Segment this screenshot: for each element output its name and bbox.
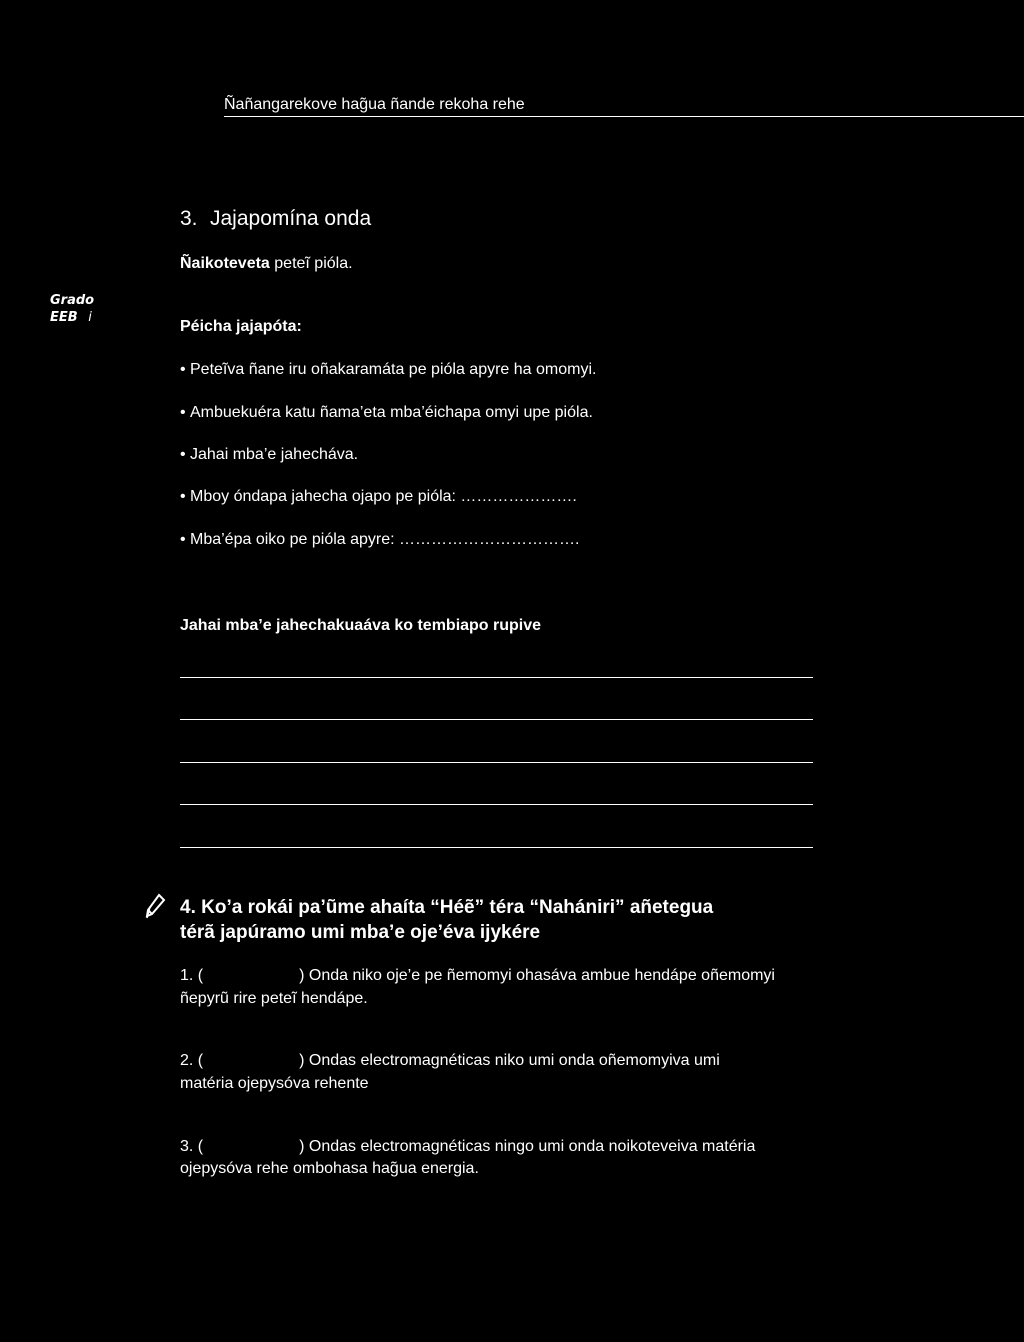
item-text: Ondas electromagnéticas niko umi onda oñemomyiva umi xyxy=(308,1052,720,1069)
page-header-title: Ñañangarekove hag̃ua ñande rekoha rehe xyxy=(224,96,525,113)
step-text: Mboy óndapa jahecha ojapo pe pióla: …………………. xyxy=(190,488,577,505)
write-prompt: Jahai mba’e jahechakuaáva ko tembiapo rupive xyxy=(180,617,542,634)
bullet-icon: • xyxy=(180,446,186,463)
step-item xyxy=(180,488,577,506)
true-false-item xyxy=(180,967,775,985)
item-close-paren: ) xyxy=(299,967,305,984)
step-item xyxy=(180,531,579,549)
bullet-icon: • xyxy=(180,404,186,421)
section-3-title xyxy=(180,207,371,231)
writing-line[interactable] xyxy=(180,719,813,720)
item-text-continued: matéria ojepysóva rehente xyxy=(180,1075,369,1092)
bullet-icon: • xyxy=(180,361,186,378)
materials-bold: Ñaikoteveta xyxy=(180,255,270,272)
step-text: Peteĩva ñane iru oñakaramáta pe pióla apyre ha omomyi. xyxy=(190,361,597,378)
side-label-mark: i xyxy=(88,310,92,325)
item-number: 3. ( xyxy=(180,1138,204,1155)
item-text-continued: ojepysóva rehe ombohasa hag̃ua energia. xyxy=(180,1160,479,1177)
item-text-continued: ñepyrũ rire peteĩ hendápe. xyxy=(180,990,368,1007)
item-close-paren: ) xyxy=(299,1052,305,1069)
steps-heading: Péicha jajapóta: xyxy=(180,318,302,335)
step-text: Mba’épa oiko pe pióla apyre: ……………………………. xyxy=(190,531,580,548)
item-text: Ondas electromagnéticas ningo umi onda noikoteveiva matéria xyxy=(308,1138,756,1155)
writing-line[interactable] xyxy=(180,762,813,763)
bullet-icon: • xyxy=(180,488,186,505)
writing-line[interactable] xyxy=(180,847,813,848)
side-label-eeb: EEB xyxy=(50,310,78,325)
section-4-title-line2: térã japúramo umi mba’e oje’éva ijykére xyxy=(180,922,541,943)
item-text: Onda niko oje’e pe ñemomyi ohasáva ambue hendápe oñemomyi xyxy=(308,967,775,984)
header-rule xyxy=(224,116,1024,117)
side-label-level xyxy=(50,310,92,325)
step-text: Jahai mba’e jahecháva. xyxy=(190,446,359,463)
bullet-icon: • xyxy=(180,531,186,548)
step-text: Ambuekuéra katu ñama’eta mba’éichapa omyi upe pióla. xyxy=(190,404,593,421)
item-close-paren: ) xyxy=(299,1138,305,1155)
section-3-number: 3. xyxy=(180,207,198,230)
section-3-title-text: Jajapomína onda xyxy=(210,207,372,230)
item-number: 1. ( xyxy=(180,967,204,984)
section-3-materials xyxy=(180,255,353,273)
writing-line[interactable] xyxy=(180,804,813,805)
step-item xyxy=(180,446,358,464)
writing-line[interactable] xyxy=(180,677,813,678)
true-false-item xyxy=(180,1138,755,1156)
side-label-grade: Grado xyxy=(50,293,95,308)
true-false-item xyxy=(180,1052,720,1070)
item-number: 2. ( xyxy=(180,1052,204,1069)
materials-rest: peteĩ pióla. xyxy=(269,255,353,272)
section-4-title-line1: 4. Ko’a rokái pa’ũme ahaíta “Héẽ” téra “Nahániri” añetegua xyxy=(180,897,714,918)
step-item xyxy=(180,404,593,422)
pencil-icon xyxy=(144,893,166,919)
step-item xyxy=(180,361,596,379)
